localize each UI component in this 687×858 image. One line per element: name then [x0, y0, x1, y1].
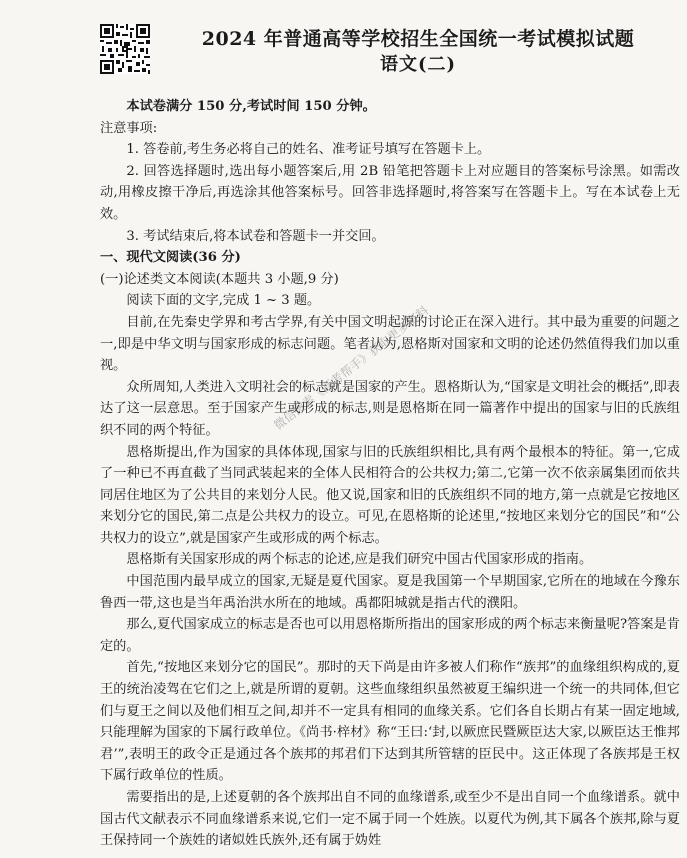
exam-title: 2024 年普通高等学校招生全国统一考试模拟试题 — [201, 28, 635, 50]
exam-intro: 本试卷满分 150 分,考试时间 150 分钟。 — [126, 99, 376, 114]
notice-item: 3. 考试结束后,将本试卷和答题卡一并交回。 — [126, 228, 385, 244]
article-paragraph: 那么,夏代国家成立的标志是否也可以用恩格斯所指出的国家形成的两个标志来衡量呢?答案是肯定的。 — [100, 617, 680, 654]
article-paragraph: 中国范围内最早成立的国家,无疑是夏代国家。夏是我国第一个早期国家,它所在的地域在今豫东鲁西一带,这也是当年禹治洪水所在的地域。禹都阳城就是指古代的濮阳。 — [100, 574, 680, 611]
notice-heading: 注意事项: — [100, 120, 158, 136]
article-paragraph: 首先,“按地区来划分它的国民”。那时的天下尚是由许多被人们称作“族邦”的血缘组织构成的,夏王的统治凌驾在它们之上,就是所谓的夏朝。这些血缘组织虽然被夏王编织进一个统一的共同体,但它们与夏王之间以及他们相互之间,却并不一定具有相同的血缘关系。它们各自长期占有某一固定地域,只能理解为国家的下属行政单位。《尚书·梓材》称“王曰:‘封,以厥庶民暨厥臣达大家,以厥臣达王惟邦君’”,表明王的政令正是通过各个族邦的邦君们下达到其所管辖的臣民中。这正体现了各族邦是王权下属行政单位的性质。 — [100, 660, 680, 784]
subsection-heading: (一)论述类文本阅读(本题共 3 小题,9 分) — [100, 271, 339, 287]
watermark-text: 微信搜索《高考帮手》获取更多资料 — [271, 303, 432, 433]
notice-item: 2. 回答选择题时,选出每小题答案后,用 2B 铅笔把答题卡上对应题目的答案标号涂黑。如需改动,用橡皮擦干净后,再选涂其他答案标号。回答非选择题时,将答案写在答题卡上。写在本试卷上无效。 — [100, 163, 680, 222]
reading-instruction: 阅读下面的文字,完成 1 ~ 3 题。 — [126, 293, 321, 309]
article-paragraph: 目前,在先秦史学界和考古学界,有关中国文明起源的讨论正在深入进行。其中最为重要的问题之一,即是中华文明与国家形成的标志问题。笔者认为,恩格斯对国家和文明的论述仍然值得我们加以重视。 — [100, 314, 680, 374]
qr-code-icon — [100, 24, 150, 74]
article-paragraph: 需要指出的是,上述夏朝的各个族邦出自不同的血缘谱系,或至少不是出自同一个血缘谱系。就中国古代文献表示不同血缘谱系来说,它们一定不属于同一个姓族。以夏代为例,其下属各个族邦,除与夏王保持同一个族姓的诸姒姓氏族外,还有属于妫姓 — [100, 790, 680, 849]
article-paragraph: 恩格斯有关国家形成的两个标志的论述,应是我们研究中国古代国家形成的指南。 — [126, 552, 593, 568]
article-paragraph: 众所周知,人类进入文明社会的标志就是国家的产生。恩格斯认为,“国家是文明社会的概括”,即表达了这一层意思。至于国家产生或形成的标志,则是恩格斯在同一篇著作中提出的国家与旧的氏族组织不同的两个特征。 — [100, 379, 680, 438]
exam-body — [100, 96, 680, 852]
article-paragraph: 恩格斯提出,作为国家的具体体现,国家与旧的氏族组织相比,具有两个最根本的特征。第一,它成了一种已不再直截了当同武装起来的全体人民相符合的公共权力;第二,它第一次不依亲属集团而依共同居住地区为了公共目的来划分人民。他又说,国家和旧的氏族组织不同的地方,第一点就是它按地区来划分它的国民,第二点是公共权力的设立。可见,在恩格斯的论述里,“按地区来划分它的国民”和“公共权力的设立”,就是国家产生或形成的两个标志。 — [100, 444, 680, 546]
notice-item: 1. 答卷前,考生务必将自己的姓名、准考证号填写在答题卡上。 — [126, 142, 491, 158]
section-heading: 一、现代文阅读(36 分) — [100, 250, 241, 266]
exam-subtitle: 语文(二) — [379, 54, 457, 75]
